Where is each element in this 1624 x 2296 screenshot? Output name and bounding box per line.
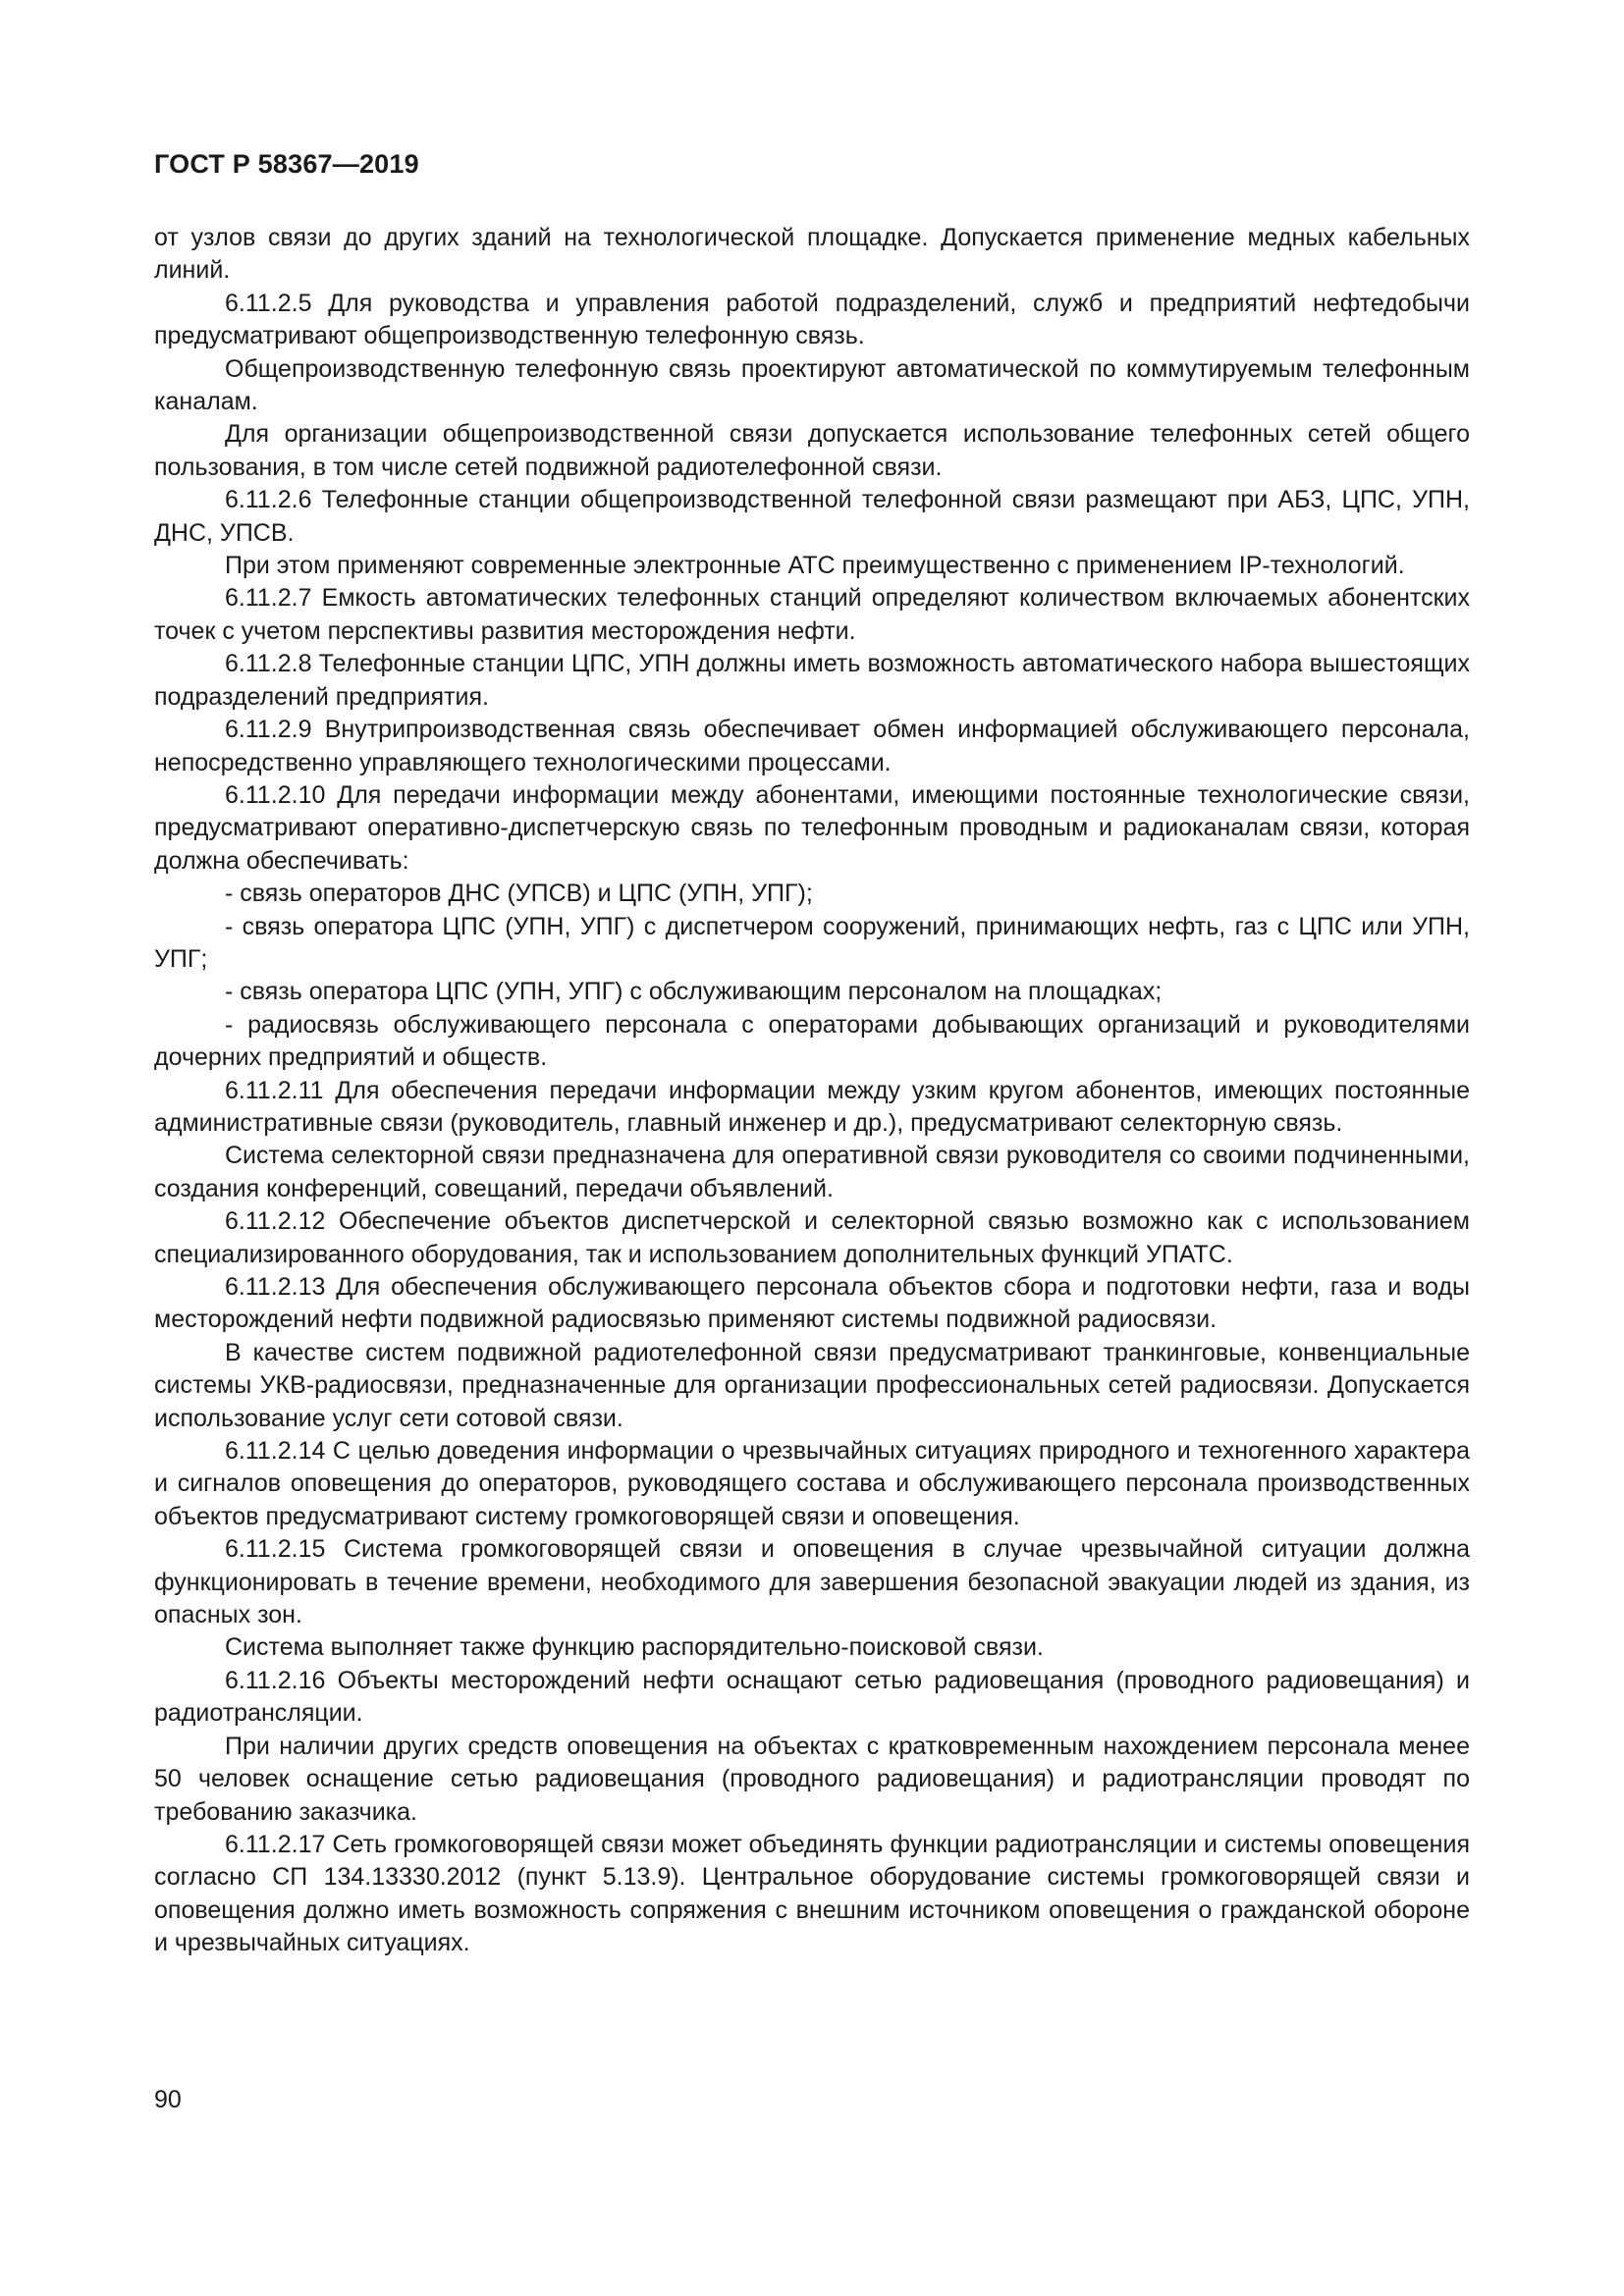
- list-item: - связь оператора ЦПС (УПН, УПГ) с обслуживающим персоналом на площадках;: [225, 978, 1163, 1006]
- paragraph: Система селекторной связи предназначена для оперативной связи руководителя со своими подчиненными, создания конференций, совещаний, передачи объявлений.: [154, 1142, 1470, 1202]
- page-number: 90: [154, 2086, 182, 2113]
- document-body: [154, 222, 1470, 1960]
- paragraph-6-11-2-15: 6.11.2.15 Система громкоговорящей связи и оповещения в случае чрезвычайной ситуации должна функционировать в течение времени, необходимого для завершения безопасной эвакуации людей из здания, из опасных зон.: [154, 1535, 1470, 1629]
- page-header-standard-id: ГОСТ Р 58367—2019: [154, 149, 419, 179]
- paragraph-6-11-2-5: 6.11.2.5 Для руководства и управления работой подразделений, служб и предприятий нефтедобычи предусматривают общепроизводственную телефонную связь.: [154, 289, 1470, 350]
- list-item: - связь оператора ЦПС (УПН, УПГ) с диспетчером сооружений, принимающих нефть, газ с ЦПС или УПН, УПГ;: [154, 912, 1470, 973]
- list-item: - радиосвязь обслуживающего персонала с операторами добывающих организаций и руководителями дочерних предприятий и обществ.: [154, 1010, 1470, 1072]
- paragraph: Общепроизводственную телефонную связь проектируют автоматической по коммутируемым телефонным каналам.: [154, 354, 1470, 416]
- paragraph-6-11-2-7: 6.11.2.7 Емкость автоматических телефонных станций определяют количеством включаемых абонентских точек с учетом перспективы развития месторождения нефти.: [154, 584, 1470, 645]
- paragraph-6-11-2-8: 6.11.2.8 Телефонные станции ЦПС, УПН должны иметь возможность автоматического набора вышестоящих подразделений предприятия.: [154, 650, 1470, 711]
- paragraph-6-11-2-10: 6.11.2.10 Для передачи информации между абонентами, имеющими постоянные технологические связи, предусматривают оперативно-диспетчерскую связь по телефонным проводным и радиоканалам связи, которая должна обеспечивать:: [154, 780, 1470, 875]
- paragraph-6-11-2-12: 6.11.2.12 Обеспечение объектов диспетчерской и селекторной связью возможно как с использованием специализированного оборудования, так и использованием дополнительных функций УПАТС.: [154, 1207, 1470, 1268]
- paragraph-6-11-2-6: 6.11.2.6 Телефонные станции общепроизводственной телефонной связи размещают при АБЗ, ЦПС, УПН, ДНС, УПСВ.: [154, 486, 1470, 547]
- paragraph-6-11-2-14: 6.11.2.14 С целью доведения информации о чрезвычайных ситуациях природного и техногенного характера и сигналов оповещения до операторов, руководящего состава и обслуживающего персонала производственных объектов предусматривают систему громкоговорящей связи и оповещения.: [154, 1437, 1470, 1530]
- paragraph: Для организации общепроизводственной связи допускается использование телефонных сетей общего пользования, в том числе сетей подвижной радиотелефонной связи.: [154, 420, 1470, 481]
- paragraph-6-11-2-16: 6.11.2.16 Объекты месторождений нефти оснащают сетью радиовещания (проводного радиовещания) и радиотрансляции.: [154, 1666, 1470, 1728]
- paragraph-continuation: от узлов связи до других зданий на технологической площадке. Допускается применение медных кабельных линий.: [154, 224, 1470, 285]
- paragraph-6-11-2-13: 6.11.2.13 Для обеспечения обслуживающего персонала объектов сбора и подготовки нефти, газа и воды месторождений нефти подвижной радиосвязью применяют системы подвижной радиосвязи.: [154, 1273, 1470, 1334]
- paragraph-6-11-2-11: 6.11.2.11 Для обеспечения передачи информации между узким кругом абонентов, имеющих постоянные административные связи (руководитель, главный инженер и др.), предусматривают селекторную связь.: [154, 1076, 1470, 1137]
- list-item: - связь операторов ДНС (УПСВ) и ЦПС (УПН, УПГ);: [225, 880, 813, 908]
- paragraph: При этом применяют современные электронные АТС преимущественно с применением IP-технологий.: [225, 552, 1405, 580]
- paragraph-6-11-2-9: 6.11.2.9 Внутрипроизводственная связь обеспечивает обмен информацией обслуживающего персонала, непосредственно управляющего технологическими процессами.: [154, 716, 1470, 776]
- paragraph: При наличии других средств оповещения на объектах с кратковременным нахождением персонала менее 50 человек оснащение сетью радиовещания (проводного радиовещания) и радиотрансляции проводят по требованию заказчика.: [154, 1732, 1470, 1826]
- paragraph-6-11-2-17: 6.11.2.17 Сеть громкоговорящей связи может объединять функции радиотрансляции и системы оповещения согласно СП 134.13330.2012 (пункт 5.13.9). Центральное оборудование системы громкоговорящей связи и оповещения должно иметь возможность сопряжения с внешним источником оповещения о гражданской обороне и чрезвычайных ситуациях.: [154, 1830, 1470, 1957]
- paragraph: Система выполняет также функцию распорядительно-поисковой связи.: [225, 1633, 1044, 1662]
- paragraph: В качестве систем подвижной радиотелефонной связи предусматривают транкинговые, конвенциальные системы УКВ-радиосвязи, предназначенные для организации профессиональных сетей радиосвязи. Допускается использование услуг сети сотовой связи.: [154, 1338, 1470, 1432]
